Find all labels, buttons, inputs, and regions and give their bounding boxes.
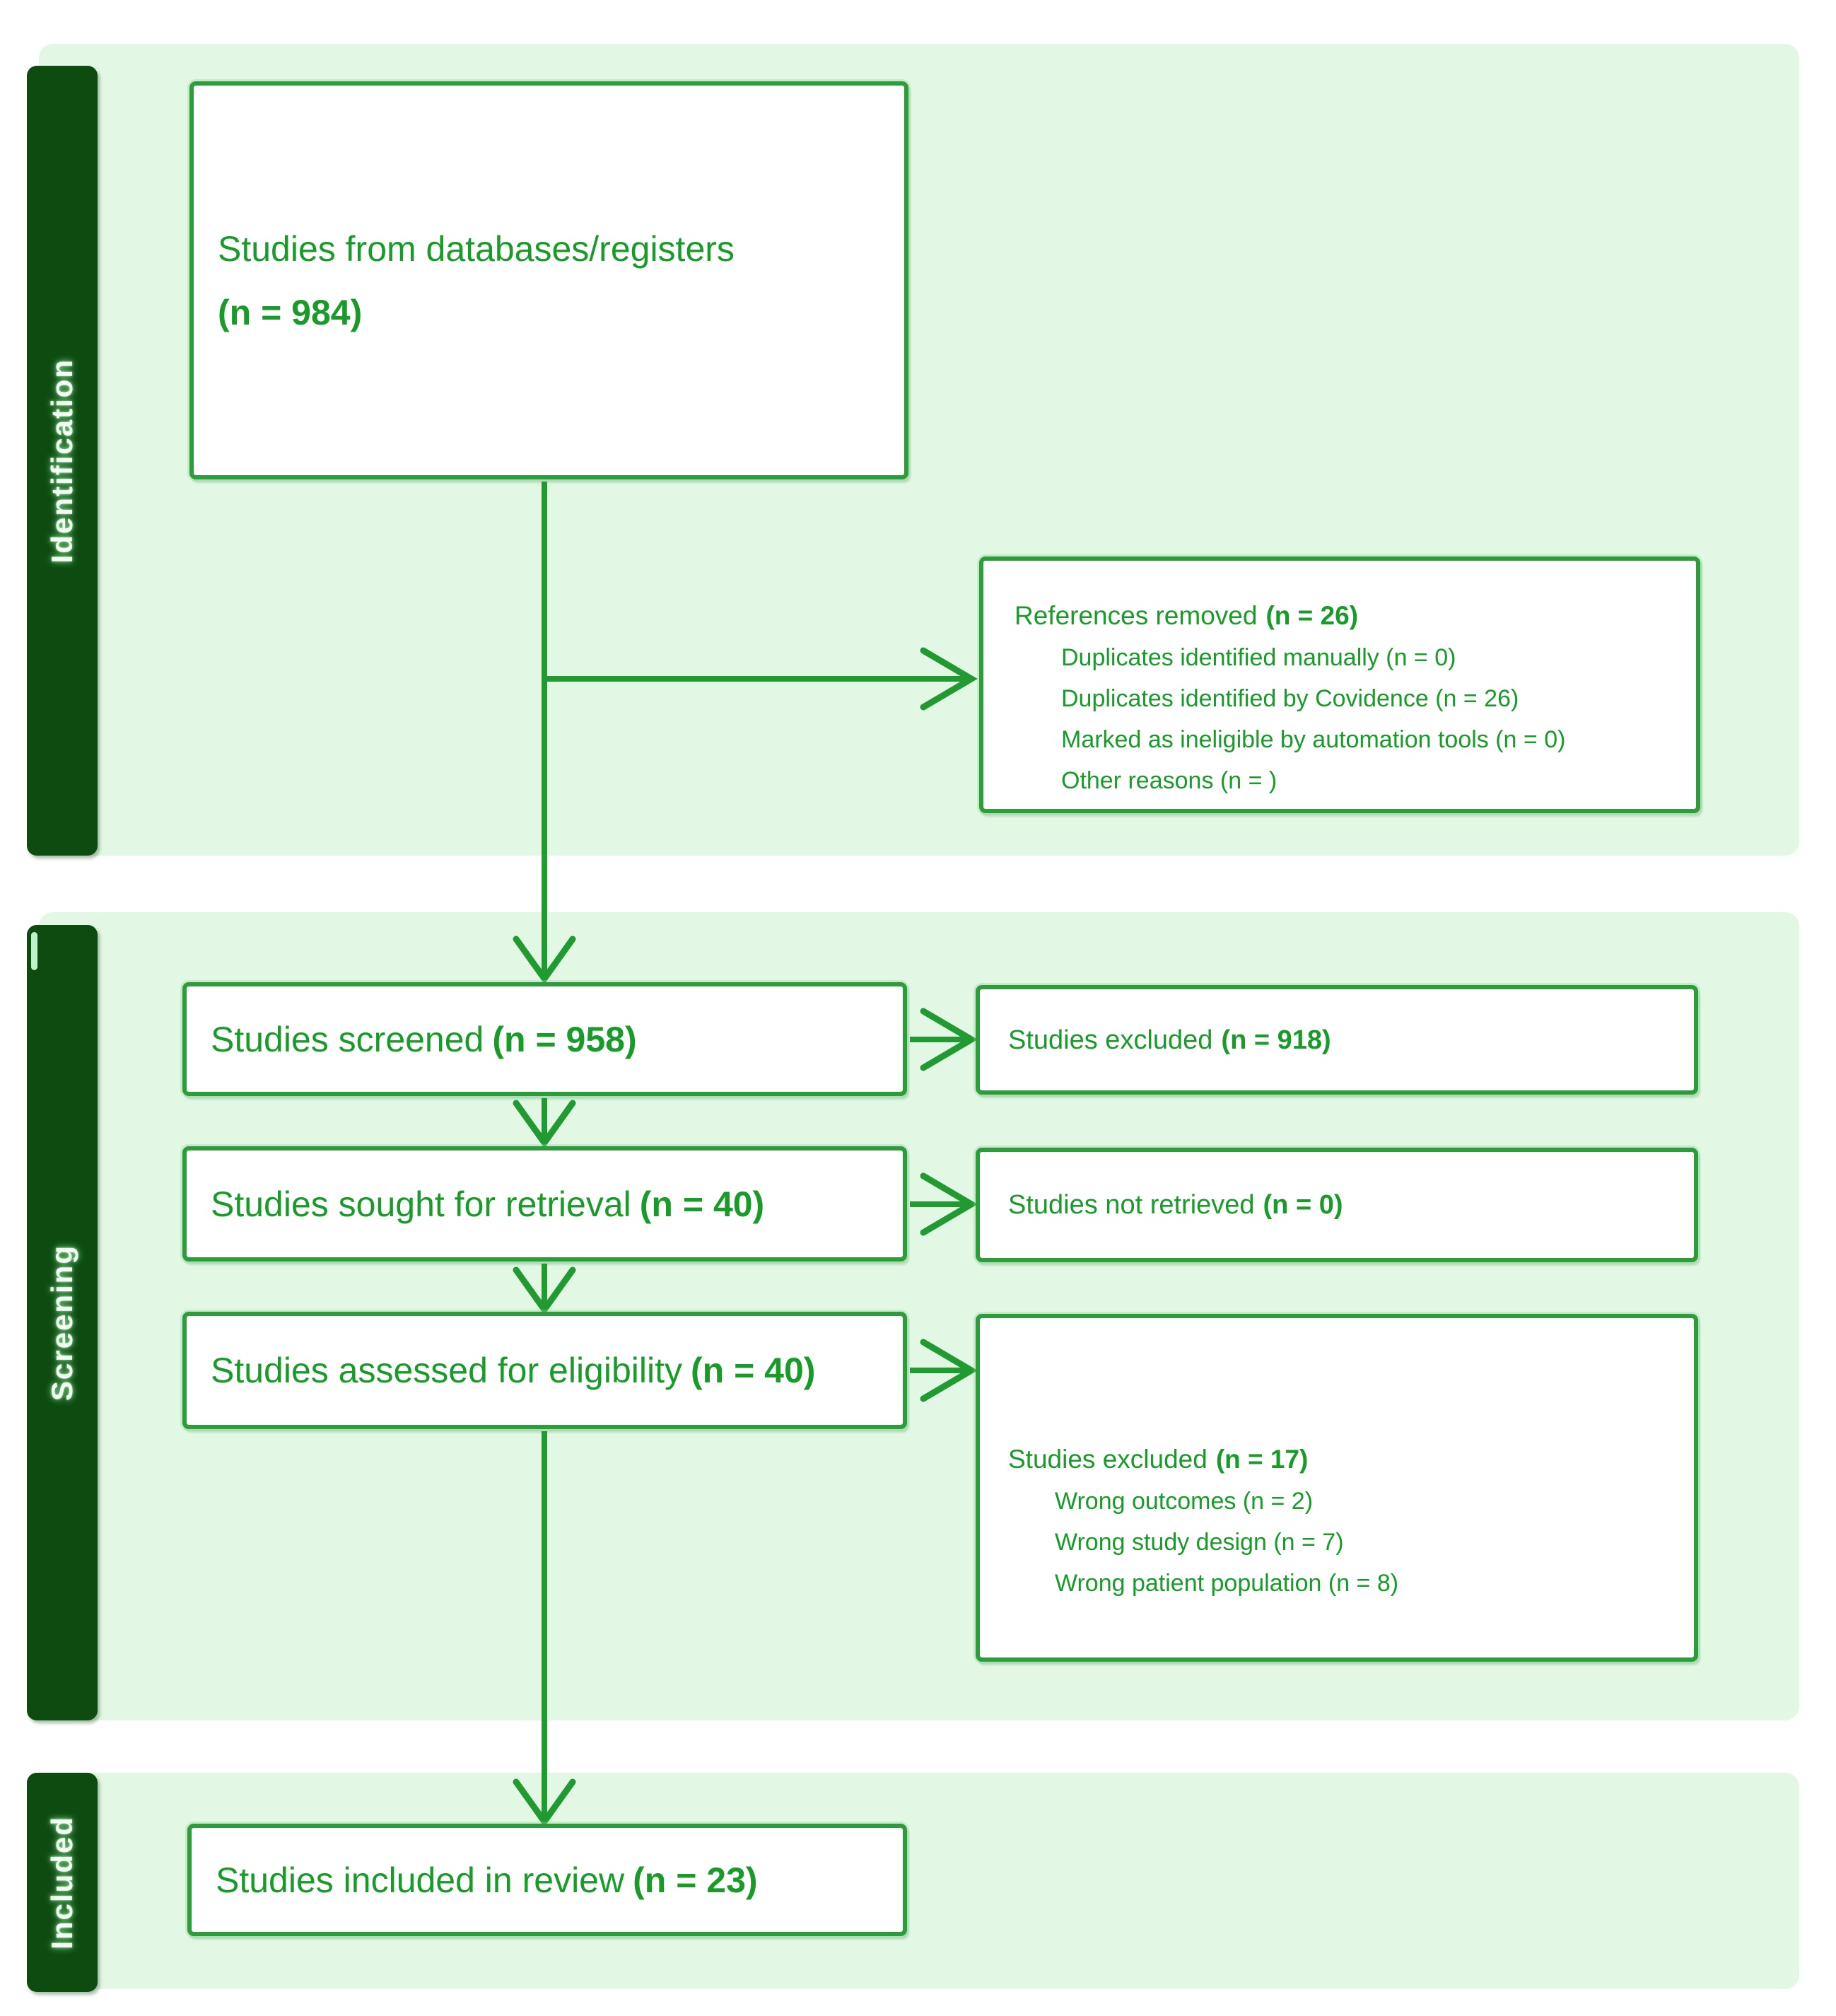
studies-excluded-eligibility-heading (1008, 1444, 1673, 1475)
excluded-eligibility-item: Wrong study design (n = 7) (1055, 1529, 1344, 1556)
included-stage-bar (27, 1773, 98, 1992)
studies-sought-box (182, 1146, 907, 1262)
excluded-eligibility-item: Wrong outcomes (n = 2) (1055, 1488, 1314, 1515)
references-removed-item: Duplicates identified by Covidence (n = 26) (1061, 685, 1519, 712)
studies-assessed-text (211, 1339, 891, 1402)
references-removed-label: References removed (1015, 601, 1258, 630)
references-removed-count: (n = 26) (1265, 601, 1359, 630)
references-removed-heading (1015, 600, 1675, 631)
studies-excluded-eligibility-box (976, 1314, 1698, 1662)
references-removed-item: Other reasons (n = ) (1061, 767, 1277, 794)
studies-from-databases-box (189, 81, 908, 479)
studies-from-databases-label: Studies from databases/registers (218, 228, 735, 269)
studies-sought-text (211, 1172, 891, 1236)
studies-screened-text (211, 1008, 891, 1071)
screening-stage-bar (27, 925, 98, 1720)
studies-from-databases-count: (n = 984) (218, 292, 363, 332)
studies-screened-label: Studies screened (211, 1019, 484, 1059)
studies-not-retrieved-count: (n = 0) (1263, 1190, 1343, 1220)
screening-stage-label: Screening (45, 1244, 78, 1402)
studies-excluded-screening-box (976, 985, 1698, 1095)
excluded-eligibility-item: Wrong patient population (n = 8) (1055, 1570, 1399, 1597)
studies-included-box (187, 1824, 907, 1936)
references-removed-item: Marked as ineligible by automation tools (n = 0) (1061, 726, 1566, 753)
studies-sought-label: Studies sought for retrieval (211, 1184, 631, 1224)
studies-assessed-count: (n = 40) (691, 1351, 816, 1390)
identification-stage-bar (27, 66, 98, 856)
studies-assessed-box (182, 1312, 907, 1429)
studies-not-retrieved-label: Studies not retrieved (1008, 1190, 1255, 1220)
studies-sought-count: (n = 40) (639, 1184, 765, 1224)
studies-included-text (216, 1848, 891, 1912)
studies-excluded-eligibility-label: Studies excluded (1008, 1445, 1208, 1474)
studies-screened-count: (n = 958) (492, 1019, 637, 1059)
identification-stage-label: Identification (45, 358, 78, 564)
studies-assessed-label: Studies assessed for eligibility (211, 1351, 682, 1390)
studies-not-retrieved-box (976, 1148, 1698, 1262)
studies-excluded-screening-count: (n = 918) (1221, 1025, 1331, 1055)
references-removed-box (979, 557, 1700, 813)
studies-not-retrieved-text (1008, 1187, 1683, 1223)
studies-screened-box (182, 982, 907, 1096)
screening-bar-tick-mark (31, 932, 37, 970)
studies-excluded-screening-label: Studies excluded (1008, 1025, 1213, 1055)
studies-excluded-screening-text (1008, 1022, 1683, 1058)
studies-included-label: Studies included in review (216, 1860, 625, 1900)
studies-excluded-eligibility-count: (n = 17) (1215, 1445, 1309, 1474)
references-removed-item: Duplicates identified manually (n = 0) (1061, 644, 1456, 671)
studies-included-count: (n = 23) (633, 1860, 758, 1900)
included-stage-label: Included (45, 1815, 78, 1950)
